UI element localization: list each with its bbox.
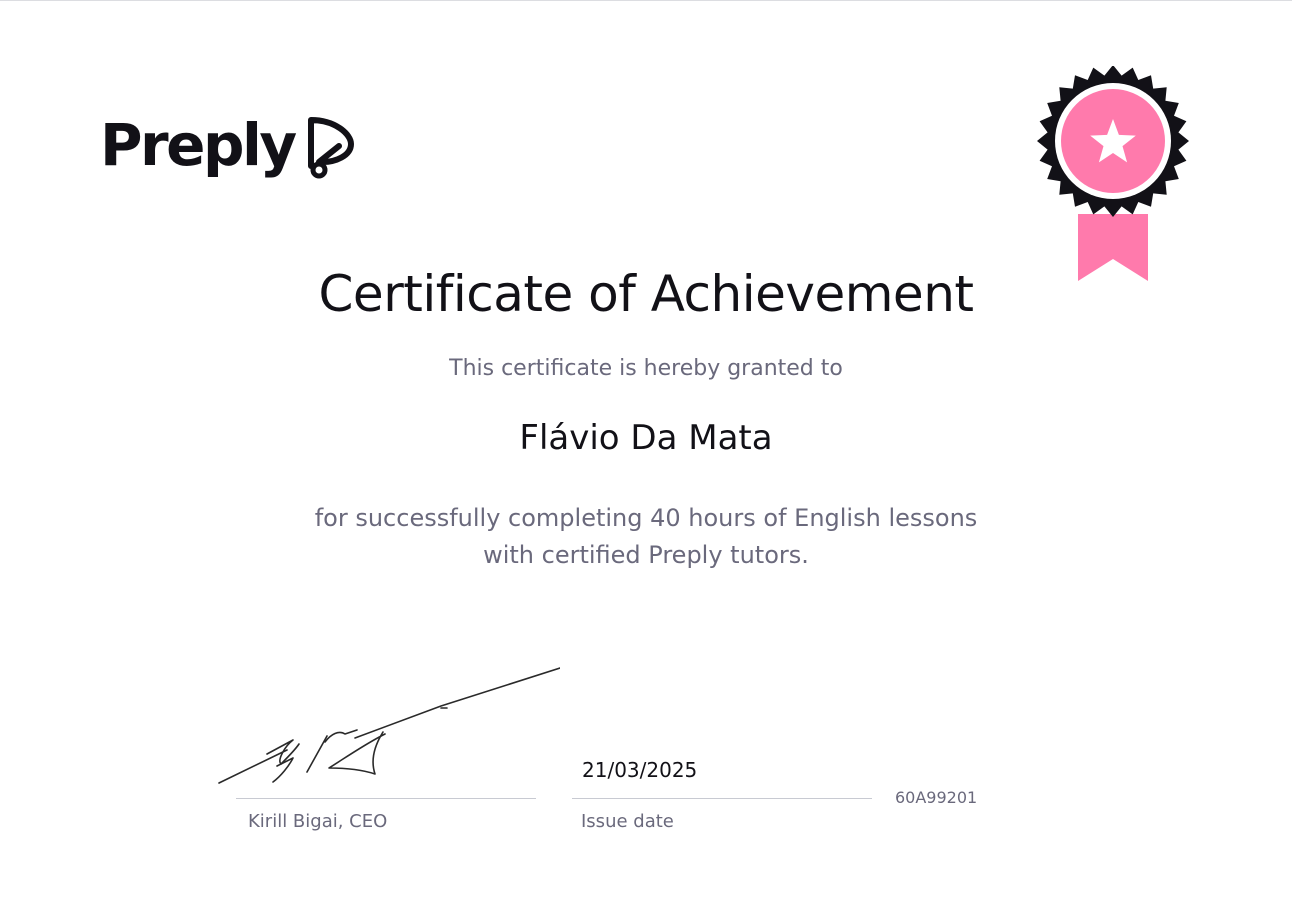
granted-text: This certificate is hereby granted to [449,356,843,381]
issue-date-label: Issue date [581,811,674,832]
certificate-title: Certificate of Achievement [318,265,974,323]
issue-date-value: 21/03/2025 [582,758,698,782]
preply-mark-icon [305,112,357,182]
award-ribbon-star-icon [1035,66,1191,286]
achievement-description [0,500,1292,574]
top-divider [0,0,1292,1]
issue-date-line [572,798,872,799]
description-line-2: with certified Preply tutors. [483,541,809,569]
certificate-id: 60A99201 [895,788,978,807]
description-line-1: for successfully completing 40 hours of English lessons [314,504,978,532]
badge-seal [1037,66,1189,217]
recipient-name: Flávio Da Mata [519,418,773,458]
preply-logo [100,108,357,182]
logo-wordmark: Preply [100,111,295,179]
ceo-signature [215,662,560,787]
signature-line [236,798,536,799]
signer-name: Kirill Bigai, CEO [248,811,388,832]
